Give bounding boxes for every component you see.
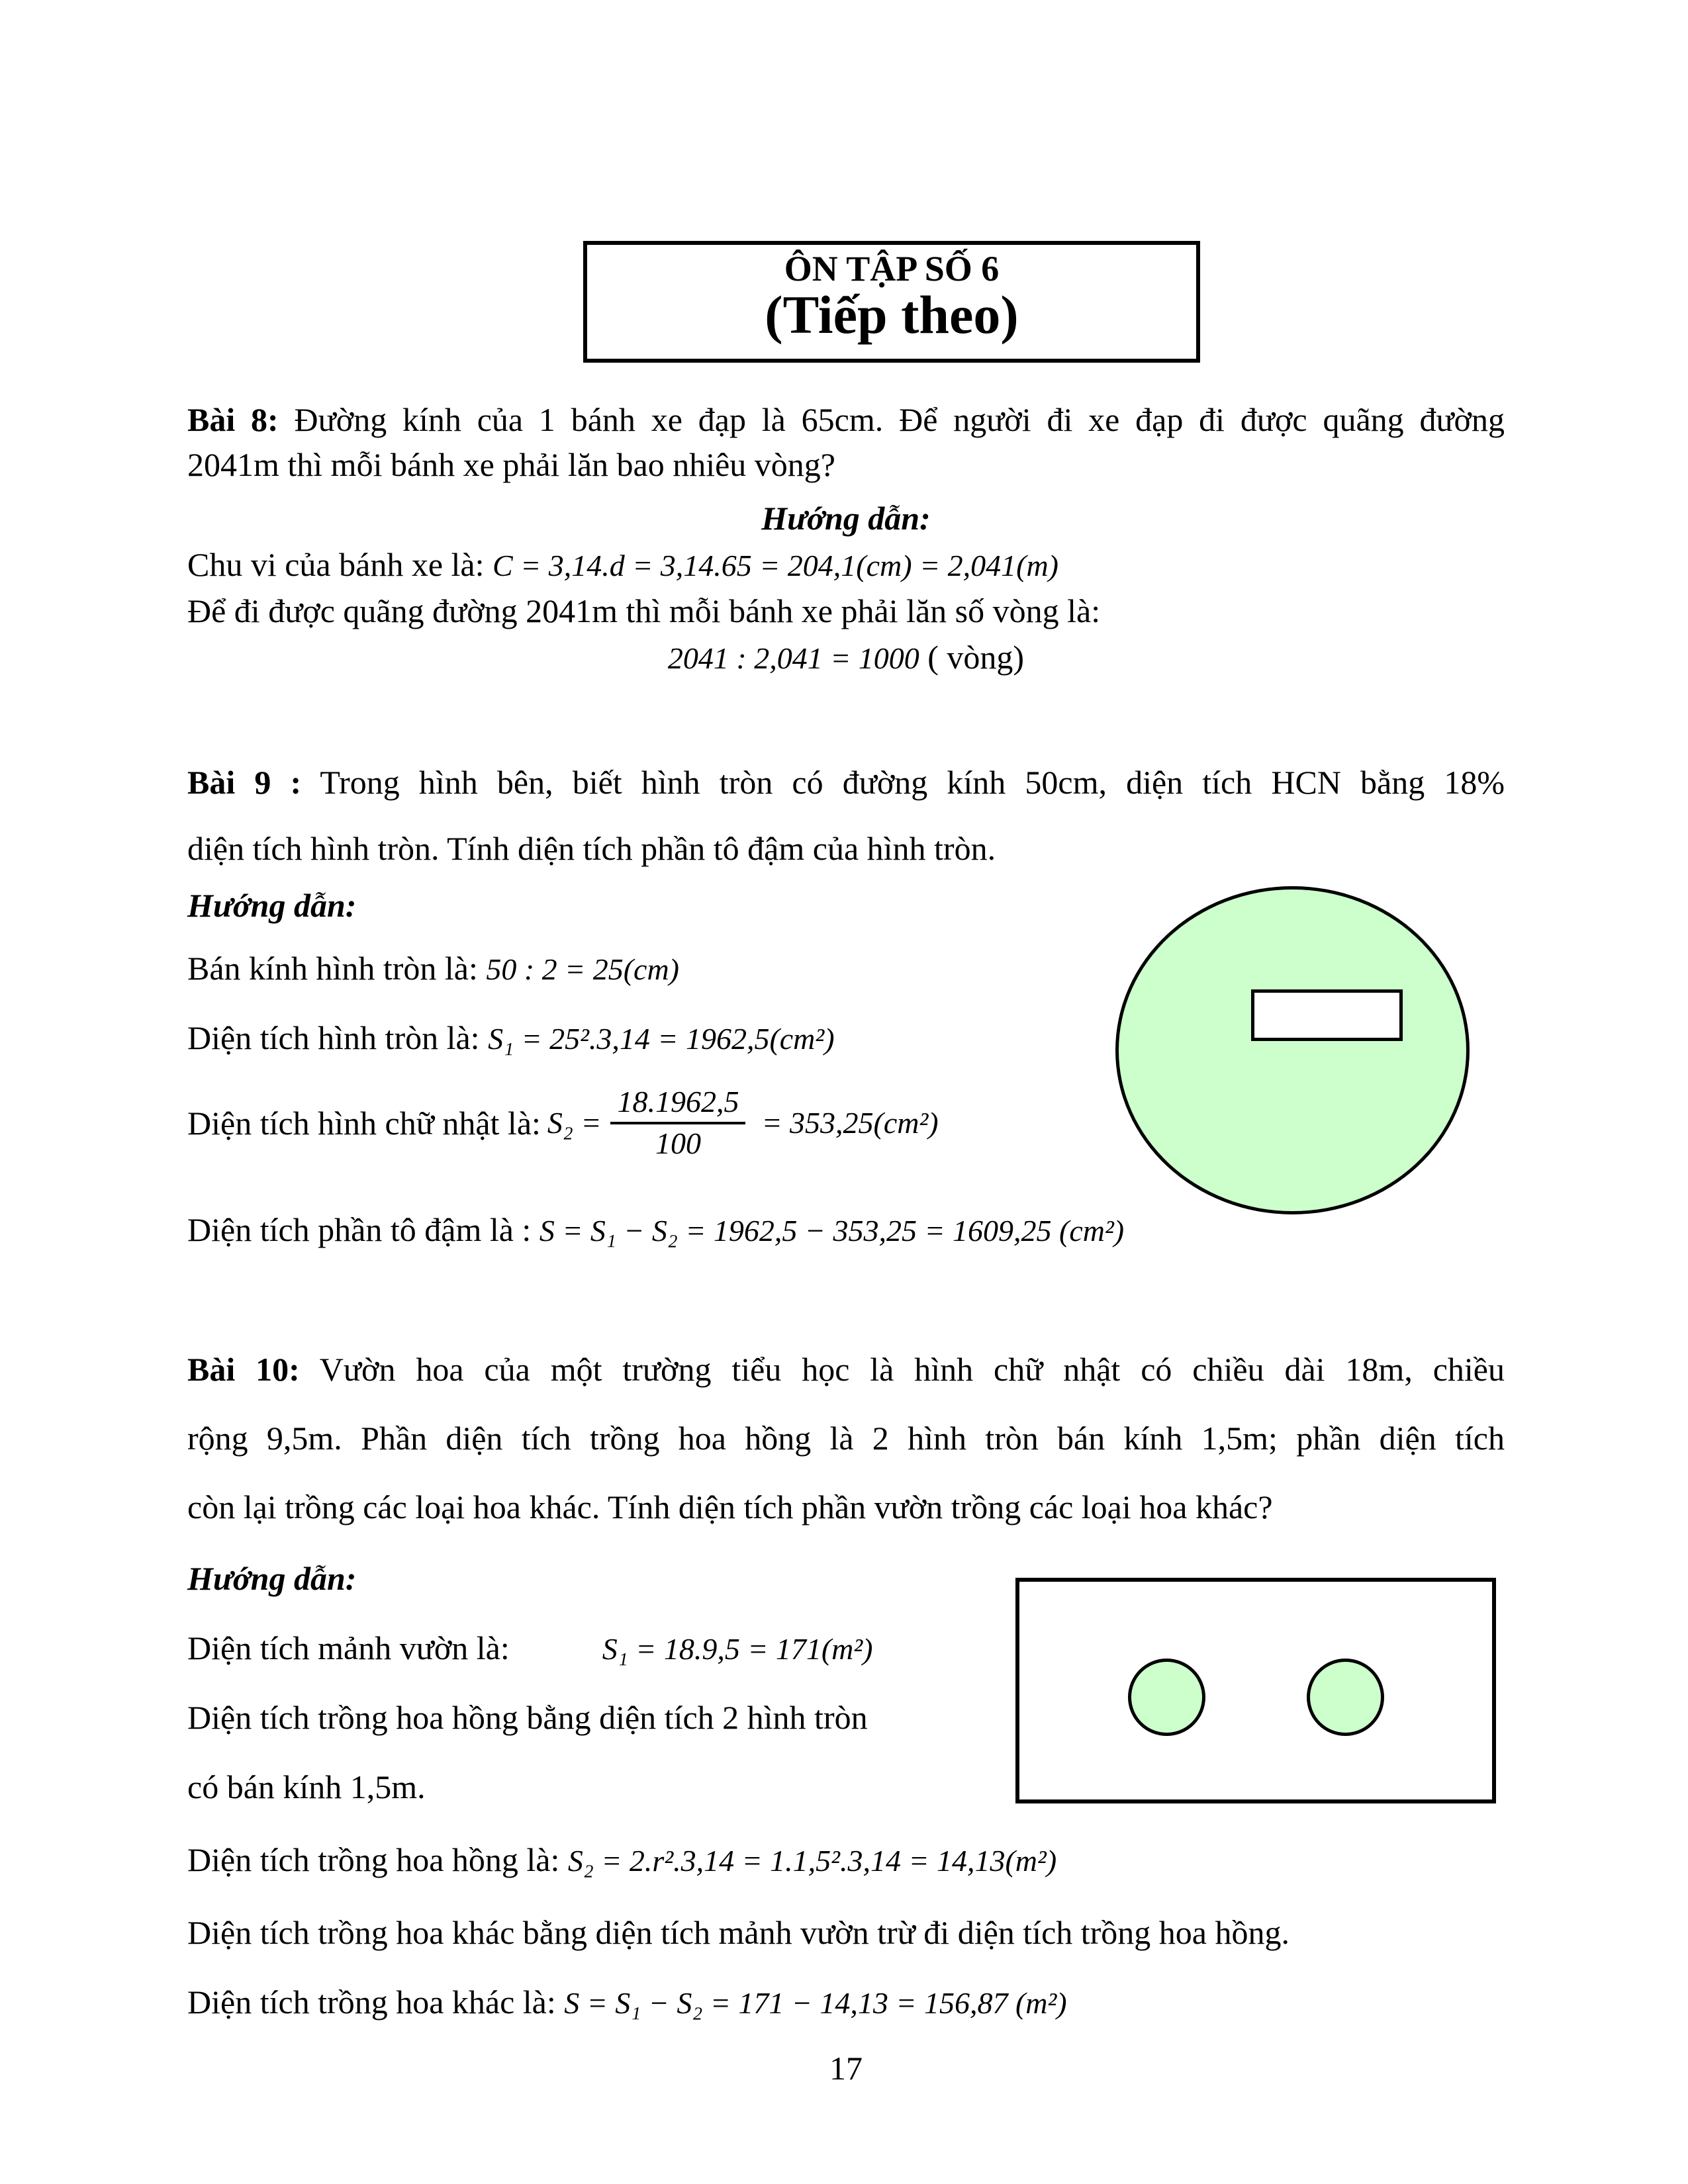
bai9-guide-heading-line (187, 889, 1505, 922)
bai8-problem-line2: 2041m thì mỗi bánh xe phải lăn bao nhiêu vòng? (187, 446, 835, 483)
bai9-problem-text1: Trong hình bên, biết hình tròn có đường kính 50cm, diện tích HCN bằng 18% (320, 764, 1505, 801)
bai10-problem-line1 (187, 1335, 1505, 1404)
bai10-label: Bài 10: (187, 1351, 300, 1388)
bai9-sol2-formula: S₁ = 25².3,14 = 1962,5(cm²) (488, 1022, 835, 1056)
bai8-problem-text1: Đường kính của 1 bánh xe đạp là 65cm. Để người đi xe đạp đi được quãng đường (294, 401, 1505, 438)
bai10-solution-line3: có bán kính 1,5m. (187, 1768, 426, 1805)
bai10-solution-line2: Diện tích trồng hoa hồng bằng diện tích 2 hình tròn (187, 1699, 868, 1736)
bai9-sol3-label: Diện tích hình chữ nhật là: (187, 1104, 541, 1142)
bai9-sol3-fraction (610, 1085, 745, 1160)
bai10-problem (187, 1335, 1505, 1541)
bai10-problem-line2: rộng 9,5m. Phần diện tích trồng hoa hồng là 2 hình tròn bán kính 1,5m; phần diện tích (187, 1420, 1505, 1457)
bai8-sol3-unit: ( vòng) (927, 639, 1025, 676)
title-line-2: (Tiếp theo) (765, 284, 1019, 345)
bai10-solution-line5: Diện tích trồng hoa khác bằng diện tích mảnh vườn trừ đi diện tích trồng hoa hồng. (187, 1914, 1289, 1951)
bai8-guide-heading: Hướng dẫn: (761, 500, 931, 537)
bai9-problem-line1 (187, 749, 1505, 815)
bai10-sol1-label: Diện tích mảnh vườn là: (187, 1629, 510, 1666)
bai9-solution-line1 (187, 952, 1505, 985)
bai9-guide-heading: Hướng dẫn: (187, 887, 357, 924)
bai9-sol3-formula-lhs: S₂ = (547, 1106, 602, 1140)
bai10-sol6-label: Diện tích trồng hoa khác là: (187, 1983, 556, 2021)
bai9-solution-line4 (187, 1213, 1505, 1246)
bai8-label: Bài 8: (187, 401, 279, 438)
bai8-solution-line1 (187, 548, 1505, 581)
bai10-solution-line6 (187, 1985, 1505, 2019)
bai8-solution-line3 (187, 641, 1505, 674)
bai8-problem (187, 397, 1505, 487)
bai9-sol3-fraction-denominator: 100 (610, 1122, 745, 1161)
bai10-problem-line3: còn lại trồng các loại hoa khác. Tính diện tích phần vườn trồng các loại hoa khác? (187, 1488, 1273, 1525)
bai9-solution-line2 (187, 1021, 1505, 1054)
bai9-sol1-formula: 50 : 2 = 25(cm) (486, 952, 679, 986)
bai8-sol1-formula: C = 3,14.d = 3,14.65 = 204,1(cm) = 2,041(m) (492, 549, 1058, 582)
bai10-sol4-formula: S₂ = 2.r².3,14 = 1.1,5².3,14 = 14,13(m²) (567, 1844, 1057, 1878)
title-box (583, 241, 1200, 363)
bai9-label: Bài 9 : (187, 764, 302, 801)
page-number: 17 (829, 2050, 863, 2087)
title-line-1: ÔN TẬP SỐ 6 (784, 249, 1000, 289)
bai9-sol3-formula-rhs: = 353,25(cm²) (761, 1106, 939, 1140)
bai9-sol4-formula: S = S₁ − S₂ = 1962,5 − 353,25 = 1609,25 (cm²) (539, 1214, 1125, 1248)
bai10-sol1-formula: S₁ = 18.9,5 = 171(m²) (602, 1632, 873, 1666)
bai8-sol1-label: Chu vi của bánh xe là: (187, 546, 485, 583)
bai10-sol4-label: Diện tích trồng hoa hồng là: (187, 1841, 560, 1878)
bai9-sol4-label: Diện tích phần tô đậm là : (187, 1211, 532, 1248)
bai8-sol3-formula: 2041 : 2,041 = 1000 (667, 641, 919, 675)
bai8-guide-heading-line (187, 502, 1505, 535)
bai10-guide-heading-line (187, 1562, 1505, 1595)
bai10-guide-heading: Hướng dẫn: (187, 1560, 357, 1597)
bai9-solution-line3 (187, 1085, 939, 1160)
bai9-problem-line2: diện tích hình tròn. Tính diện tích phần tô đậm của hình tròn. (187, 830, 996, 867)
bai10-sol6-formula: S = S₁ − S₂ = 171 − 14,13 = 156,87 (m²) (564, 1986, 1067, 2020)
bai9-sol3-fraction-numerator: 18.1962,5 (617, 1085, 739, 1118)
bai10-solution-line1 (187, 1631, 1505, 1664)
bai10-solution-line4 (187, 1843, 1505, 1876)
bai9-problem (187, 749, 1505, 882)
bai10-figure-rectangle (1015, 1578, 1496, 1803)
bai10-problem-text1: Vườn hoa của một trường tiểu học là hình chữ nhật có chiều dài 18m, chiều (319, 1351, 1505, 1388)
bai9-sol2-label: Diện tích hình tròn là: (187, 1019, 480, 1056)
bai8-solution-line2: Để đi được quãng đường 2041m thì mỗi bánh xe phải lăn số vòng là: (187, 592, 1101, 629)
bai9-sol1-label: Bán kính hình tròn là: (187, 950, 478, 987)
bai8-problem-line1 (187, 397, 1505, 442)
